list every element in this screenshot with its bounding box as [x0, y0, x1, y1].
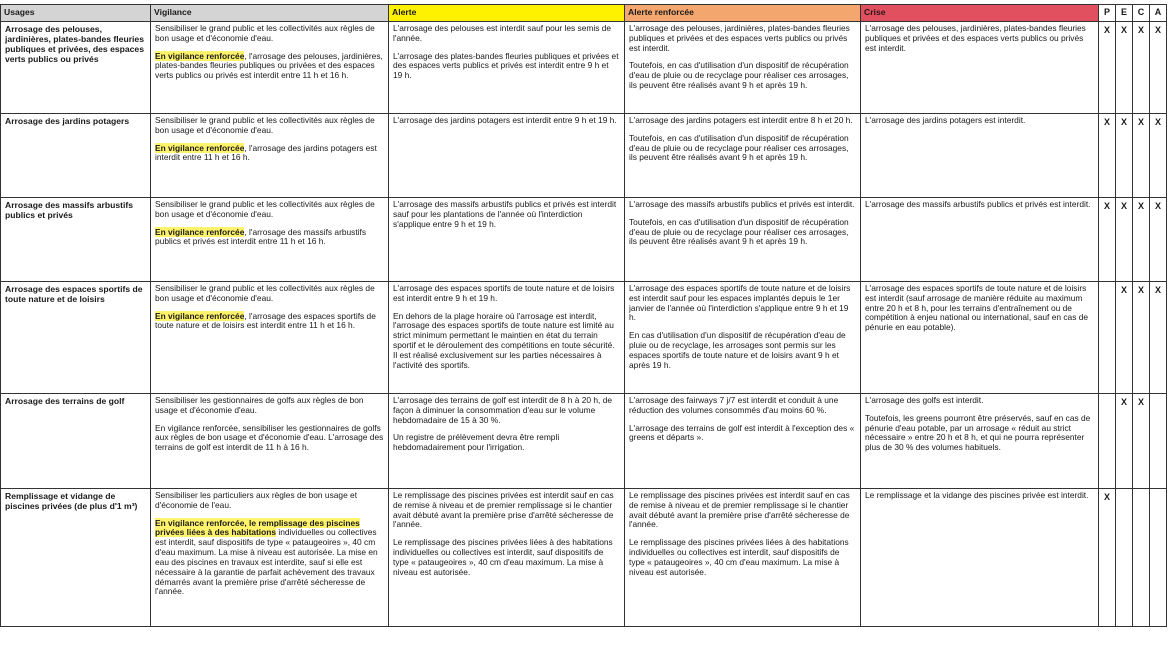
- mark-c: X: [1133, 22, 1150, 114]
- alerte-cell: [389, 282, 625, 394]
- crise-cell: [861, 394, 1099, 489]
- alerte-cell: [389, 198, 625, 282]
- mark-e: X: [1116, 114, 1133, 198]
- renforcee-text: Toutefois, en cas d'utilisation d'un dispositif de récupération d'eau de pluie ou de recyclage pour réaliser ces arrosages, ils peuvent être réalisés avant 9 h et après 19 h.: [629, 132, 849, 163]
- mark-e: X: [1116, 198, 1133, 282]
- restrictions-table: [0, 4, 1167, 627]
- header-alerte-renforcee: Alerte renforcée: [625, 5, 861, 22]
- renforcee-text: Le remplissage des piscines privées est interdit sauf en cas de remise à niveau et de premier remplissage si le chantier avait débuté avant la première prise d'arrêté sécheresse de l'année.: [629, 490, 850, 530]
- alerte-cell: [389, 394, 625, 489]
- mark-e: X: [1116, 22, 1133, 114]
- mark-p: X: [1099, 489, 1116, 627]
- mark-a: X: [1150, 22, 1167, 114]
- mark-c: X: [1133, 114, 1150, 198]
- renforcee-text: Toutefois, en cas d'utilisation d'un dispositif de récupération d'eau de pluie ou de recyclage pour réaliser ces arrosages, ils peuvent être réalisés avant 9 h et après 19 h.: [629, 216, 849, 247]
- table-row: [1, 282, 1167, 394]
- renforcee-text: Toutefois, en cas d'utilisation d'un dispositif de récupération d'eau de pluie ou de recyclage pour réaliser ces arrosages, ils peuvent être réalisés avant 9 h et après 19 h.: [629, 60, 849, 91]
- crise-cell: [861, 282, 1099, 394]
- mark-e: X: [1116, 394, 1133, 489]
- vigilance-renforcee-text: [155, 519, 384, 598]
- vigilance-rest: , l'arrosage des espaces sportifs de toute nature et de loisirs est interdit entre 11 h et 16 h.: [155, 310, 376, 331]
- vigilance-renforcee-text: [155, 144, 384, 164]
- table-row: [1, 394, 1167, 489]
- mark-p: X: [1099, 198, 1116, 282]
- crise-cell: [861, 198, 1099, 282]
- vigilance-renforcee-text: [155, 424, 384, 453]
- mark-a: X: [1150, 114, 1167, 198]
- vigilance-intro: Sensibiliser les particuliers aux règles de bon usage et d'économie de l'eau.: [155, 490, 358, 510]
- alerte-text: L'arrosage des massifs arbustifs publics et privés est interdit sauf pour les plantations de l'année où l'interdiction s'applique entre 9 h et 19 h.: [393, 199, 617, 229]
- mark-p: X: [1099, 114, 1116, 198]
- vigilance-rest: individuelles ou collectives est interdit, sauf dispositifs de type « pataugeoires », 40 cm d'eau maximum. La mise à niveau est autorisée. La mise en eau des piscines en travaux est interdite, sauf si elle est nécessaire à la garantie de parfait achèvement des travaux démarrés avant la première prise d'arrêté sécheresse de l'année.: [155, 527, 378, 597]
- crise-text: L'arrosage des massifs arbustifs publics et privés est interdit.: [865, 199, 1091, 209]
- mark-c: X: [1133, 282, 1150, 394]
- vigilance-rest: En vigilance renforcée, sensibiliser les gestionnaires de golfs aux règles de bon usage et d'économie d'eau. L'arrosage des terrains de golf est interdit de 11 h à 16 h.: [155, 422, 384, 453]
- vigilance-cell: [151, 282, 389, 394]
- mark-e: [1116, 489, 1133, 627]
- table-row: [1, 198, 1167, 282]
- renforcee-text: L'arrosage des massifs arbustifs publics et privés est interdit.: [629, 199, 855, 209]
- vigilance-renforcee-text: [155, 52, 384, 81]
- alerte-cell: [389, 114, 625, 198]
- alerte-renforcee-cell: [625, 198, 861, 282]
- alerte-cell: [389, 489, 625, 627]
- table-row: [1, 22, 1167, 114]
- vigilance-intro: Sensibiliser le grand public et les collectivités aux règles de bon usage et d'économie d'eau.: [155, 115, 375, 135]
- vigilance-cell: [151, 394, 389, 489]
- vigilance-cell: [151, 114, 389, 198]
- alerte-text: L'arrosage des terrains de golf est interdit de 8 h à 20 h, de façon à diminuer la consommation d'eau sur le volume hebdomadaire de 15 à 30 %.: [393, 395, 613, 425]
- usage-cell: Remplissage et vidange de piscines privées (de plus d'1 m³): [1, 489, 151, 627]
- mark-a: [1150, 489, 1167, 627]
- vigilance-cell: [151, 22, 389, 114]
- restrictions-table-sheet: [0, 4, 1166, 627]
- usage-cell: Arrosage des espaces sportifs de toute nature et de loisirs: [1, 282, 151, 394]
- vigilance-cell: [151, 198, 389, 282]
- vigilance-renforcee-text: [155, 312, 384, 332]
- usage-cell: Arrosage des jardins potagers: [1, 114, 151, 198]
- crise-text: Le remplissage et la vidange des piscines privée est interdit.: [865, 490, 1089, 500]
- crise-cell: [861, 22, 1099, 114]
- crise-text: L'arrosage des golfs est interdit.: [865, 395, 984, 405]
- header-usages: Usages: [1, 5, 151, 22]
- renforcee-text: En cas d'utilisation d'un dispositif de récupération d'eau de pluie ou de recyclage, les arrosages sont permis sur les espaces sportifs de toute nature et de loisirs avant 9 h et après 19 h.: [629, 330, 846, 370]
- header-vigilance: Vigilance: [151, 5, 389, 22]
- mark-a: X: [1150, 282, 1167, 394]
- crise-text: L'arrosage des pelouses, jardinières, plates-bandes fleuries publiques et privées et des espaces verts publics ou privés est interdit.: [865, 23, 1086, 53]
- renforcee-text: L'arrosage des terrains de golf est interdit à l'exception des « greens et départs ».: [629, 422, 855, 443]
- mark-c: [1133, 489, 1150, 627]
- renforcee-text: L'arrosage des espaces sportifs de toute nature et de loisirs est interdit sauf pour les espaces implantés depuis le 1er janvier de l'année où l'interdiction s'applique entre 9 h et 19 h.: [629, 283, 851, 323]
- highlighted-text: En vigilance renforcée: [155, 50, 245, 61]
- highlighted-text: En vigilance renforcée: [155, 310, 245, 321]
- alerte-renforcee-cell: [625, 22, 861, 114]
- alerte-text: L'arrosage des plates-bandes fleuries publiques et privées et des espaces verts publics et privés est interdit entre 9 h et 19 h.: [393, 50, 619, 81]
- mark-p: X: [1099, 22, 1116, 114]
- renforcee-text: L'arrosage des jardins potagers est interdit entre 8 h et 20 h.: [629, 115, 853, 125]
- renforcee-text: Le remplissage des piscines privées liées à des habitations individuelles ou collectives est interdit, sauf dispositifs de type « pataugeoires », 40 cm d'eau maximum. La mise à niveau est autorisée.: [629, 537, 849, 577]
- highlighted-text: En vigilance renforcée, le remplissage des piscines privées liées à des habitations: [155, 517, 360, 538]
- alerte-cell: [389, 22, 625, 114]
- alerte-text: Un registre de prélèvement devra être rempli hebdomadairement pour l'irrigation.: [393, 432, 560, 453]
- vigilance-rest: , l'arrosage des pelouses, jardinières, plates-bandes fleuries publiques ou privées et des espaces verts publics ou privés est interdit entre 11 h et 16 h.: [155, 50, 383, 81]
- vigilance-rest: , l'arrosage des massifs arbustifs publics et privés est interdit entre 11 h et 16 h.: [155, 226, 367, 247]
- crise-text: Toutefois, les greens pourront être préservés, sauf en cas de pénurie d'eau potable, par un arrosage « réduit au strict nécessaire » entre 20 h et 8 h, et qui ne pourra représenter plus de 30 % des volumes habituels.: [865, 412, 1091, 453]
- vigilance-intro: Sensibiliser le grand public et les collectivités aux règles de bon usage et d'économie d'eau.: [155, 199, 375, 219]
- header-e: E: [1116, 5, 1133, 22]
- renforcee-text: L'arrosage des pelouses, jardinières, plates-bandes fleuries publiques et privées et des espaces verts publics ou privés est interdit.: [629, 23, 850, 53]
- vigilance-intro: Sensibiliser les gestionnaires de golfs aux règles de bon usage et d'économie d'eau.: [155, 395, 364, 415]
- alerte-renforcee-cell: [625, 282, 861, 394]
- mark-c: X: [1133, 394, 1150, 489]
- mark-c: X: [1133, 198, 1150, 282]
- crise-text: L'arrosage des espaces sportifs de toute nature et de loisirs est interdit (sauf arrosage de manière réduite au maximum entre 20 h et 8 h, pour les terrains d'entraînement ou de compétition à enjeu national ou international, sauf en cas de pénurie en eau potable).: [865, 283, 1089, 333]
- crise-cell: [861, 489, 1099, 627]
- usage-cell: Arrosage des pelouses, jardinières, plates-bandes fleuries publiques et privées, des espaces verts publics ou privés: [1, 22, 151, 114]
- mark-a: [1150, 394, 1167, 489]
- vigilance-renforcee-text: [155, 228, 384, 248]
- mark-p: [1099, 282, 1116, 394]
- crise-text: L'arrosage des jardins potagers est interdit.: [865, 115, 1026, 125]
- header-row: [1, 5, 1167, 22]
- mark-a: X: [1150, 198, 1167, 282]
- alerte-text: Le remplissage des piscines privées est interdit sauf en cas de remise à niveau et de premier remplissage si le chantier avait débuté avant la première prise d'arrêté sécheresse de l'année.: [393, 490, 614, 530]
- alerte-text: L'arrosage des espaces sportifs de toute nature et de loisirs est interdit entre 9 h et 19 h.: [393, 283, 615, 303]
- vigilance-intro: Sensibiliser le grand public et les collectivités aux règles de bon usage et d'économie d'eau.: [155, 23, 375, 43]
- alerte-renforcee-cell: [625, 394, 861, 489]
- alerte-renforcee-cell: [625, 489, 861, 627]
- renforcee-text: L'arrosage des fairways 7 j/7 est interdit et conduit à une réduction des volumes consommés d'au moins 60 %.: [629, 395, 839, 415]
- table-row: [1, 114, 1167, 198]
- alerte-text: L'arrosage des jardins potagers est interdit entre 9 h et 19 h.: [393, 115, 617, 125]
- mark-e: X: [1116, 282, 1133, 394]
- alerte-text: Le remplissage des piscines privées liées à des habitations individuelles ou collectives est interdit, sauf dispositifs de type « pataugeoires », 40 cm d'eau maximum. La mise à niveau est autorisée.: [393, 537, 613, 577]
- alerte-text: L'arrosage des pelouses est interdit sauf pour les semis de l'année.: [393, 23, 612, 43]
- alerte-renforcee-cell: [625, 114, 861, 198]
- header-p: P: [1099, 5, 1116, 22]
- vigilance-intro: Sensibiliser le grand public et les collectivités aux règles de bon usage et d'économie d'eau.: [155, 283, 375, 303]
- table-row: [1, 489, 1167, 627]
- highlighted-text: En vigilance renforcée: [155, 226, 245, 237]
- usage-cell: Arrosage des massifs arbustifs publics et privés: [1, 198, 151, 282]
- header-a: A: [1150, 5, 1167, 22]
- header-crise: Crise: [861, 5, 1099, 22]
- crise-cell: [861, 114, 1099, 198]
- alerte-text: En dehors de la plage horaire où l'arrosage est interdit, l'arrosage des espaces sportifs de toute nature est limité au strict minimum permettant le maintien en état du terrain sportif et le déroulement des compétitions en toute sécurité. Il est réalisé exclusivement sur les parties nécessaires à l'activité des sportifs.: [393, 310, 615, 370]
- vigilance-rest: , l'arrosage des jardins potagers est interdit entre 11 h et 16 h.: [155, 142, 377, 163]
- usage-cell: Arrosage des terrains de golf: [1, 394, 151, 489]
- mark-p: [1099, 394, 1116, 489]
- header-c: C: [1133, 5, 1150, 22]
- vigilance-cell: [151, 489, 389, 627]
- highlighted-text: En vigilance renforcée: [155, 142, 245, 153]
- header-alerte: Alerte: [389, 5, 625, 22]
